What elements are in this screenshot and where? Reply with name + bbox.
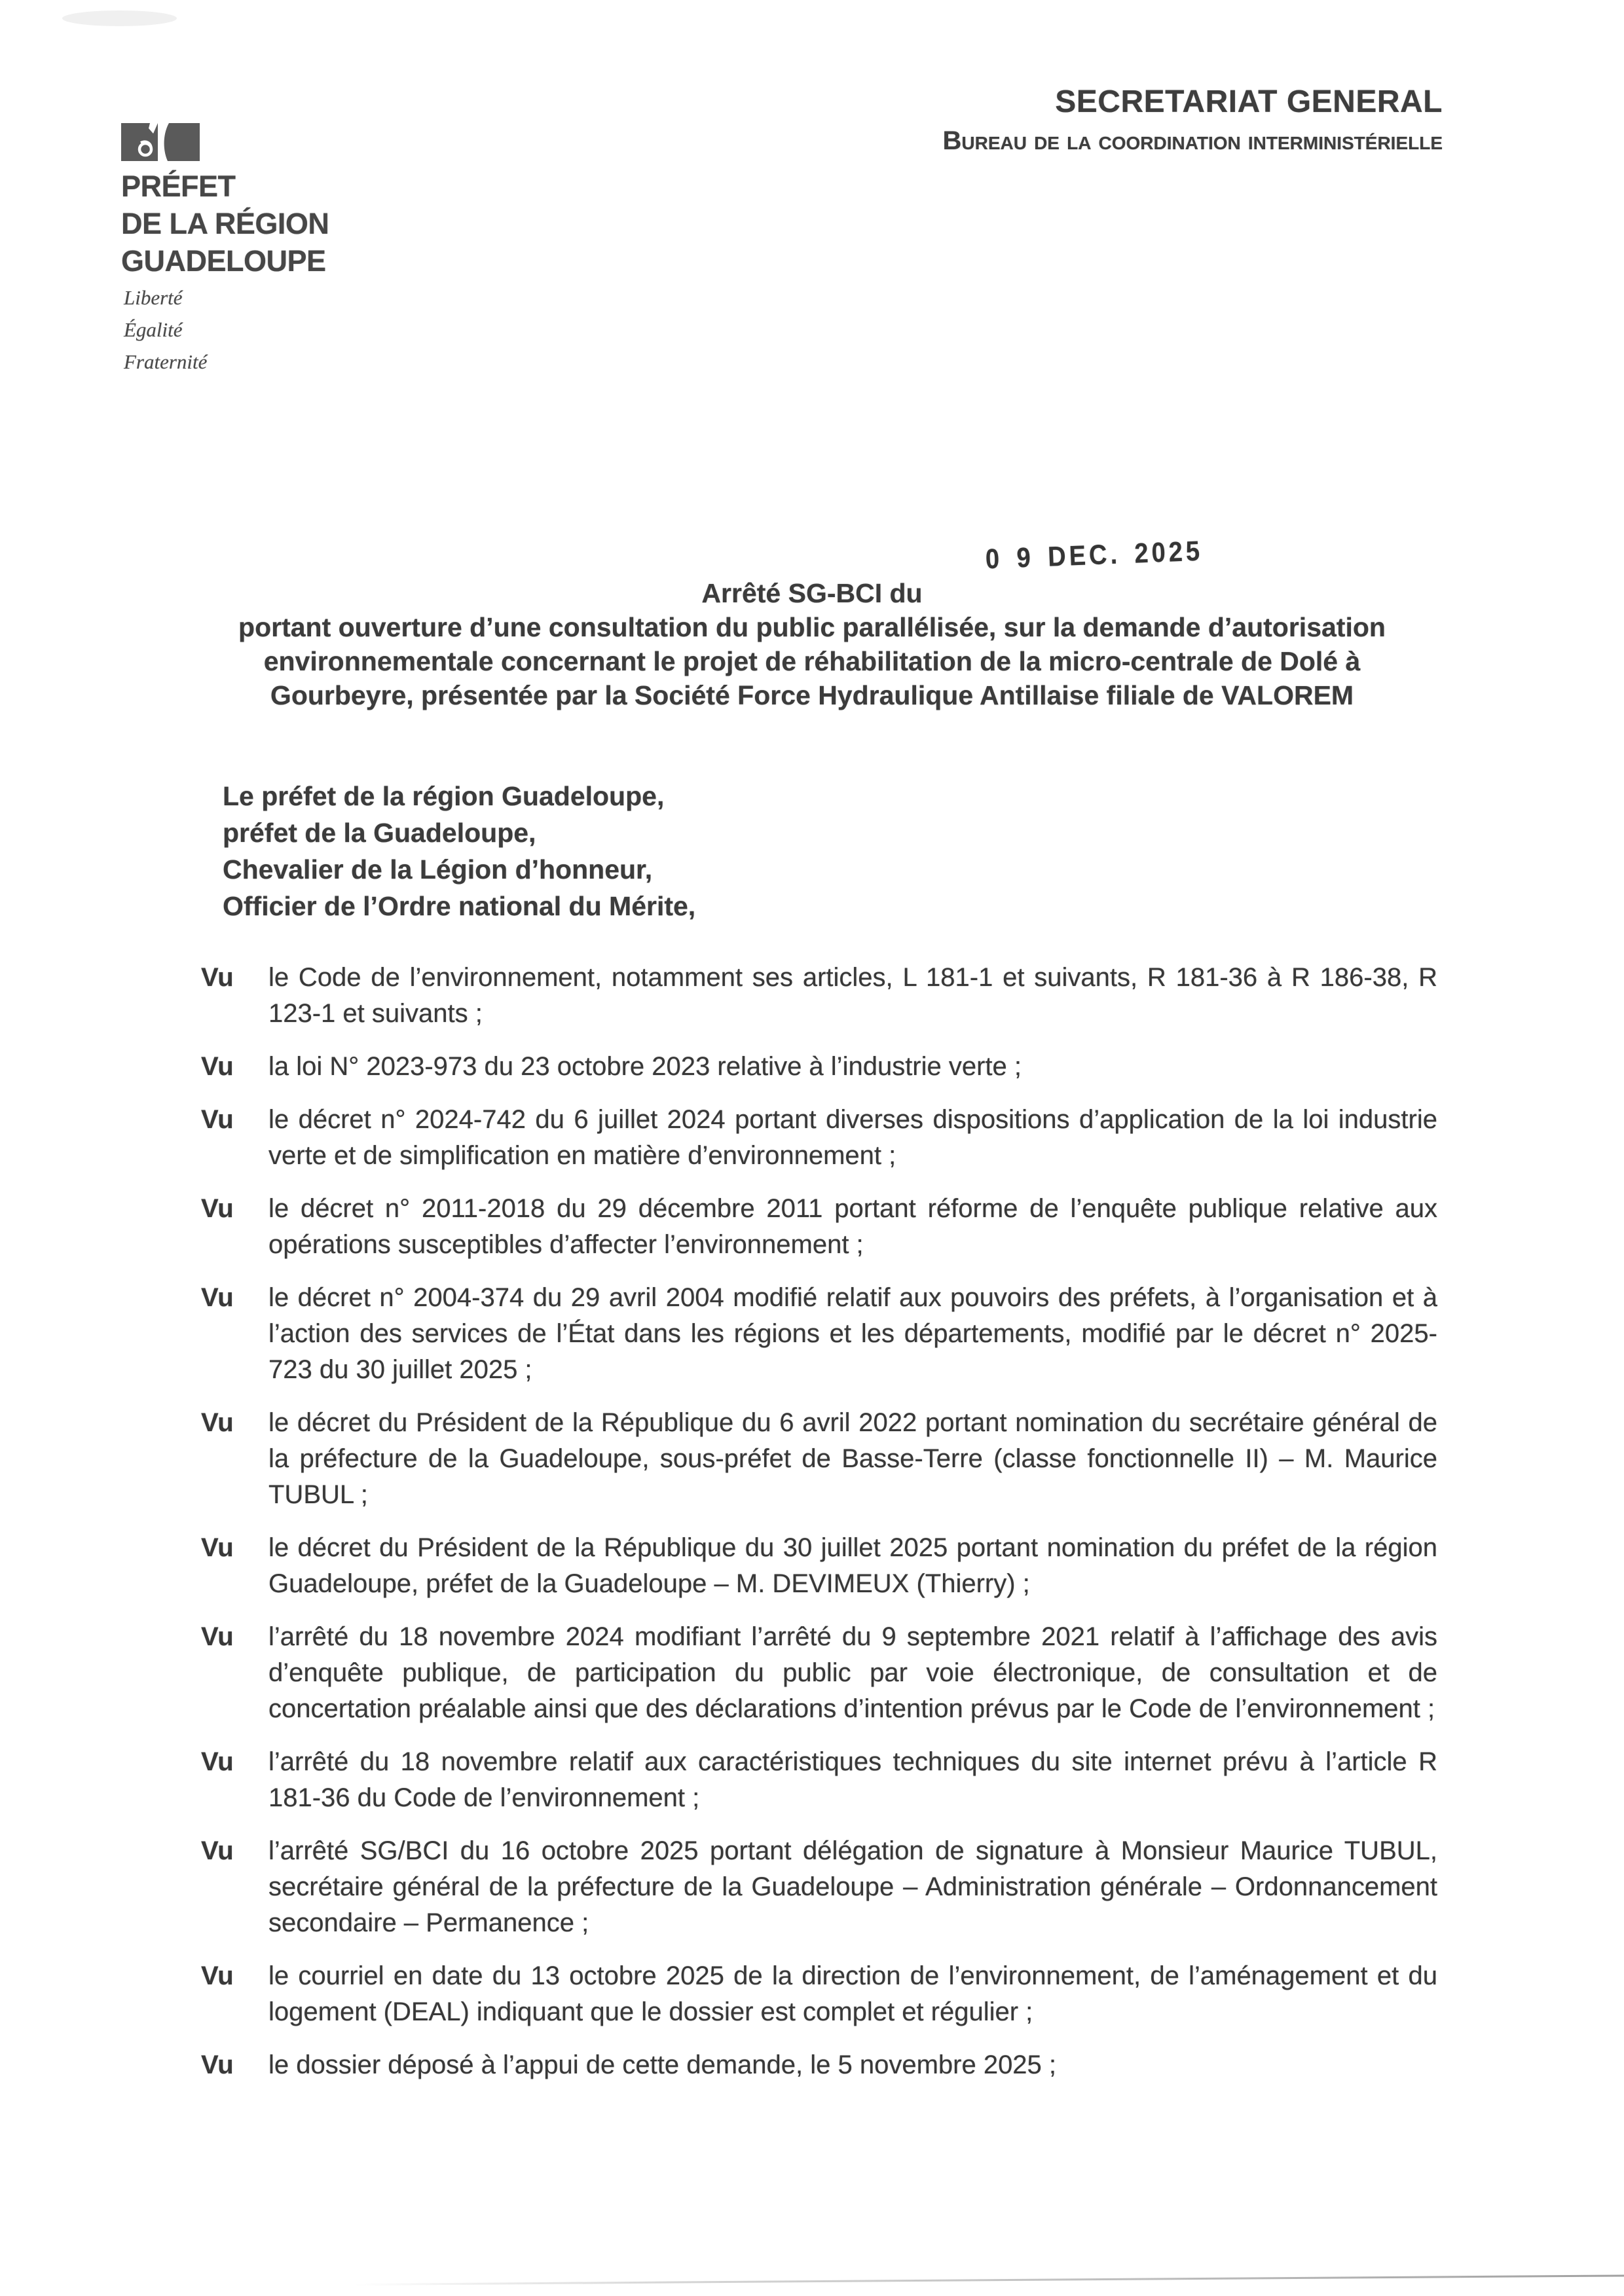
vu-label: Vu [201,2050,234,2079]
vu-item [201,1049,1437,1085]
issuing-office-header [943,84,1443,156]
vu-label: Vu [201,1194,234,1223]
marianne-logo [121,123,200,161]
vu-item [201,1744,1437,1816]
prefecture-wordmark [121,168,329,280]
bureau-coordination-subheading: Bureau de la coordination interministérielle [942,126,1443,155]
title-line-2: environnementale concernant le projet de réhabilitation de la micro-centrale de Dolé à [263,646,1361,676]
scan-smudge [62,10,177,26]
arrete-title-line: Arrêté SG-BCI du [701,578,923,608]
vu-item [201,1619,1437,1727]
vu-label: Vu [201,963,234,992]
vu-label: Vu [201,1622,234,1651]
vu-text: l’arrêté du 18 novembre relatif aux caractéristiques techniques du site internet prévu à l’article R 181-36 du Code de l’environnement ; [268,1747,1437,1812]
vu-text: le courriel en date du 13 octobre 2025 de la direction de l’environnement, de l’aménagement et du logement (DEAL) indiquant que le dossier est complet et régulier ; [268,1961,1437,2026]
vu-text: l’arrêté du 18 novembre 2024 modifiant l’arrêté du 9 septembre 2021 relatif à l’affichage des avis d’enquête publique, de participation du public par voie électronique, de consultation et de concertation préalable ainsi que des déclarations d’intention prévus par le Code de l’environnement ; [268,1622,1437,1723]
wordmark-line-region: DE LA RÉGION [121,207,329,240]
vu-label: Vu [201,1747,234,1776]
vu-item [201,2047,1437,2083]
salutation-line-2: préfet de la Guadeloupe, [223,818,536,848]
salutation-block [223,778,695,924]
motto-liberte: Liberté [124,286,183,309]
vu-text: le décret du Président de la République du 6 avril 2022 portant nomination du secrétaire général de la préfecture de la Guadeloupe, sous-préfet de Basse-Terre (classe fonctionnelle II) – M. Maurice TUBUL ; [268,1408,1437,1509]
vu-list [201,960,1437,2100]
wordmark-line-guadeloupe: GUADELOUPE [121,244,326,278]
salutation-line-1: Le préfet de la région Guadeloupe, [223,781,665,811]
vu-item [201,1833,1437,1941]
vu-label: Vu [201,1105,234,1134]
date-stamp: 0 9 DEC. 2025 [985,536,1204,575]
scan-artifact-line [354,2274,1624,2286]
vu-item [201,1102,1437,1174]
vu-item [201,1530,1437,1602]
vu-text: le décret n° 2011-2018 du 29 décembre 2011 portant réforme de l’enquête publique relative aux opérations susceptibles d’affecter l’environnement ; [268,1194,1437,1259]
vu-item [201,1191,1437,1263]
vu-text: le décret du Président de la République du 30 juillet 2025 portant nomination du préfet de la région Guadeloupe, préfet de la Guadeloupe – M. DEVIMEUX (Thierry) ; [268,1533,1437,1598]
secretariat-general-heading: SECRETARIAT GENERAL [1055,84,1443,119]
vu-label: Vu [201,1961,234,1990]
wordmark-line-prefet: PRÉFET [121,170,236,203]
vu-item [201,1280,1437,1388]
title-line-1: portant ouverture d’une consultation du public parallélisée, sur la demande d’autorisation [238,612,1386,642]
vu-text: le Code de l’environnement, notamment ses articles, L 181-1 et suivants, R 181-36 à R 186-38, R 123-1 et suivants ; [268,963,1437,1028]
salutation-line-4: Officier de l’Ordre national du Mérite, [223,891,696,921]
vu-label: Vu [201,1836,234,1865]
vu-text: le décret n° 2024-742 du 6 juillet 2024 portant diverses dispositions d’application de la loi industrie verte et de simplification en matière d’environnement ; [268,1105,1437,1170]
vu-text: le décret n° 2004-374 du 29 avril 2004 modifié relatif aux pouvoirs des préfets, à l’organisation et à l’action des services de l’État dans les régions et les départements, modifié par le décret n° 2025-723 du 30 juillet 2025 ; [268,1283,1437,1384]
vu-item [201,960,1437,1032]
arrete-title-block [223,576,1401,712]
vu-item [201,1958,1437,2030]
title-line-3: Gourbeyre, présentée par la Société Force Hydraulique Antillaise filiale de VALOREM [270,680,1354,710]
vu-label: Vu [201,1283,234,1312]
salutation-line-3: Chevalier de la Légion d’honneur, [223,854,653,884]
vu-text: le dossier déposé à l’appui de cette demande, le 5 novembre 2025 ; [268,2050,1057,2079]
vu-text: l’arrêté SG/BCI du 16 octobre 2025 portant délégation de signature à Monsieur Maurice TUBUL, secrétaire général de la préfecture de la Guadeloupe – Administration générale – Ordonnancement secondaire – Permanence ; [268,1836,1437,1937]
vu-label: Vu [201,1408,234,1437]
vu-label: Vu [201,1533,234,1562]
vu-label: Vu [201,1052,234,1081]
vu-item [201,1405,1437,1513]
motto-egalite: Égalité [124,318,183,341]
motto-fraternite: Fraternité [124,350,208,373]
vu-text: la loi N° 2023-973 du 23 octobre 2023 relative à l’industrie verte ; [268,1052,1022,1081]
republic-motto [124,282,207,378]
